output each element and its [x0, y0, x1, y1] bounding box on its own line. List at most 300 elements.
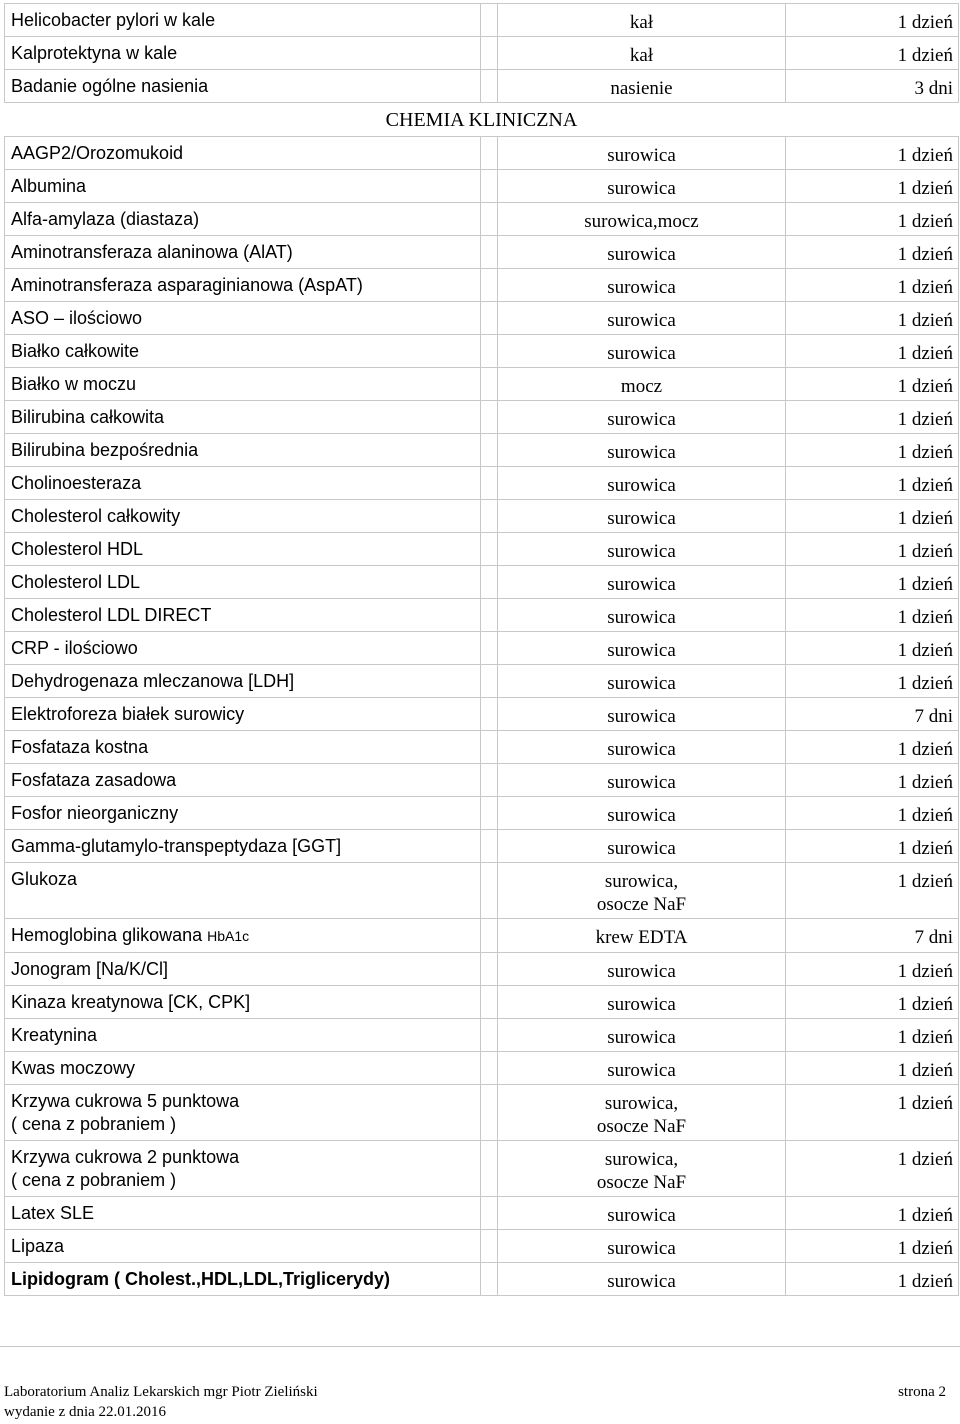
spacer-cell — [481, 37, 498, 70]
spacer-cell — [481, 434, 498, 467]
turnaround-cell — [786, 467, 959, 500]
turnaround-cell — [786, 830, 959, 863]
table-row — [5, 236, 959, 269]
table-row — [5, 368, 959, 401]
material-text: surowica — [607, 673, 676, 694]
material-text: surowica — [607, 607, 676, 628]
turnaround-time: 1 dzień — [897, 145, 953, 166]
test-name-text: Kinaza kreatynowa [CK, CPK] — [11, 992, 251, 1012]
test-name — [11, 505, 480, 528]
spacer-cell — [481, 731, 498, 764]
test-name-cell — [5, 401, 481, 434]
footer-edition-date: wydanie z dnia 22.01.2016 — [4, 1404, 167, 1420]
turnaround-time: 1 dzień — [897, 211, 953, 232]
spacer-cell — [481, 698, 498, 731]
turnaround-cell — [786, 203, 959, 236]
material-cell — [498, 797, 786, 830]
turnaround-cell — [786, 632, 959, 665]
table-row — [5, 70, 959, 103]
material-cell — [498, 830, 786, 863]
spacer-cell — [481, 1230, 498, 1263]
test-name-text: Bilirubina bezpośrednia — [11, 440, 199, 460]
turnaround-time: 1 dzień — [897, 475, 953, 496]
test-name-cell — [5, 236, 481, 269]
material-text: surowica — [607, 772, 676, 793]
material-text: krew EDTA — [595, 927, 688, 948]
spacer-cell — [481, 797, 498, 830]
turnaround-time: 1 dzień — [897, 1238, 953, 1259]
test-name — [11, 958, 480, 981]
turnaround-cell — [786, 137, 959, 170]
test-name-cell — [5, 797, 481, 830]
turnaround-cell — [786, 986, 959, 1019]
material-text: surowica — [607, 994, 676, 1015]
turnaround-time: 7 dni — [914, 927, 953, 948]
material-text: surowica — [607, 1238, 676, 1259]
spacer-cell — [481, 566, 498, 599]
test-name — [11, 868, 480, 891]
material-cell — [498, 533, 786, 566]
material-text: surowica — [607, 838, 676, 859]
turnaround-cell — [786, 731, 959, 764]
table-body-top — [5, 4, 959, 103]
material-cell — [498, 599, 786, 632]
material-cell — [498, 1052, 786, 1085]
material-text: surowica — [607, 145, 676, 166]
test-name — [11, 42, 480, 65]
test-name — [11, 439, 480, 462]
test-name-cell — [5, 764, 481, 797]
material-cell — [498, 269, 786, 302]
test-name-text: Lipaza — [11, 1236, 65, 1256]
test-name — [11, 1146, 480, 1169]
table-row — [5, 764, 959, 797]
material-text: surowica — [607, 178, 676, 199]
material-text: surowica — [607, 961, 676, 982]
test-name-text: Gamma-glutamylo-transpeptydaza [GGT] — [11, 836, 342, 856]
material-text: surowica, — [604, 1149, 679, 1170]
test-name-cell — [5, 1230, 481, 1263]
table-row — [5, 665, 959, 698]
turnaround-cell — [786, 863, 959, 919]
material-text: surowica — [607, 343, 676, 364]
price-list-table — [4, 3, 959, 1296]
test-name — [11, 75, 480, 98]
table-row — [5, 467, 959, 500]
material-text: surowica, — [604, 1093, 679, 1114]
spacer-cell — [481, 236, 498, 269]
test-name — [11, 604, 480, 627]
test-name-cell — [5, 1197, 481, 1230]
material-cell — [498, 401, 786, 434]
test-name-text: Cholesterol całkowity — [11, 506, 181, 526]
test-name — [11, 571, 480, 594]
test-name-text: Białko w moczu — [11, 374, 137, 394]
test-name-text: Białko całkowite — [11, 341, 140, 361]
table-row — [5, 953, 959, 986]
table-row — [5, 830, 959, 863]
test-name-cell — [5, 500, 481, 533]
test-name — [11, 307, 480, 330]
table-row — [5, 1197, 959, 1230]
material-cell — [498, 137, 786, 170]
test-name-cell — [5, 698, 481, 731]
table-row — [5, 1085, 959, 1141]
test-name-text: Krzywa cukrowa 5 punktowa — [11, 1091, 240, 1111]
table-row — [5, 37, 959, 70]
material-cell — [498, 566, 786, 599]
turnaround-time: 1 dzień — [897, 343, 953, 364]
table-row — [5, 1019, 959, 1052]
test-name-cell — [5, 632, 481, 665]
turnaround-time: 1 dzień — [897, 994, 953, 1015]
turnaround-time: 3 dni — [914, 78, 953, 99]
spacer-cell — [481, 863, 498, 919]
test-name — [11, 1057, 480, 1080]
test-name-text: Aminotransferaza alaninowa (AlAT) — [11, 242, 293, 262]
spacer-cell — [481, 269, 498, 302]
turnaround-cell — [786, 434, 959, 467]
table-row — [5, 170, 959, 203]
material-text-line2: osocze NaF — [596, 894, 687, 915]
turnaround-time: 1 dzień — [897, 277, 953, 298]
material-cell — [498, 4, 786, 37]
spacer-cell — [481, 467, 498, 500]
material-text: surowica — [607, 442, 676, 463]
material-text: surowica — [607, 1060, 676, 1081]
spacer-cell — [481, 665, 498, 698]
table-row — [5, 986, 959, 1019]
test-name-text: Cholinoesteraza — [11, 473, 142, 493]
turnaround-time: 1 dzień — [897, 178, 953, 199]
table-row — [5, 434, 959, 467]
test-name — [11, 1024, 480, 1047]
turnaround-cell — [786, 4, 959, 37]
turnaround-cell — [786, 1019, 959, 1052]
table-row — [5, 919, 959, 953]
material-cell — [498, 368, 786, 401]
test-name — [11, 703, 480, 726]
material-cell — [498, 467, 786, 500]
material-cell — [498, 1197, 786, 1230]
material-text-line2: osocze NaF — [596, 1172, 687, 1193]
test-name — [11, 736, 480, 759]
test-name-cell — [5, 731, 481, 764]
turnaround-cell — [786, 953, 959, 986]
table-body-main — [5, 137, 959, 1296]
spacer-cell — [481, 401, 498, 434]
test-name-cell — [5, 533, 481, 566]
test-name — [11, 142, 480, 165]
turnaround-time: 7 dni — [914, 706, 953, 727]
test-name-cell — [5, 467, 481, 500]
material-cell — [498, 731, 786, 764]
turnaround-time: 1 dzień — [897, 805, 953, 826]
spacer-cell — [481, 500, 498, 533]
table-row — [5, 302, 959, 335]
turnaround-cell — [786, 1197, 959, 1230]
test-name — [11, 538, 480, 561]
test-name-cell — [5, 986, 481, 1019]
spacer-cell — [481, 137, 498, 170]
test-name-text: CRP - ilościowo — [11, 638, 138, 658]
turnaround-cell — [786, 566, 959, 599]
test-name — [11, 406, 480, 429]
test-name-cell — [5, 830, 481, 863]
material-cell — [498, 37, 786, 70]
spacer-cell — [481, 1197, 498, 1230]
test-name-text: Badanie ogólne nasienia — [11, 76, 209, 96]
spacer-cell — [481, 1052, 498, 1085]
test-name — [11, 835, 480, 858]
test-name — [11, 670, 480, 693]
table-row — [5, 269, 959, 302]
turnaround-cell — [786, 37, 959, 70]
spacer-cell — [481, 170, 498, 203]
test-name — [11, 637, 480, 660]
section-header — [5, 103, 959, 137]
material-text: mocz — [620, 376, 663, 397]
turnaround-time: 1 dzień — [897, 310, 953, 331]
test-name-cell — [5, 953, 481, 986]
spacer-cell — [481, 70, 498, 103]
spacer-cell — [481, 919, 498, 953]
turnaround-cell — [786, 1230, 959, 1263]
test-name-text: Albumina — [11, 176, 87, 196]
test-name-cell — [5, 863, 481, 919]
material-text: surowica — [607, 574, 676, 595]
test-name — [11, 373, 480, 396]
test-name-text: Kwas moczowy — [11, 1058, 136, 1078]
turnaround-cell — [786, 1085, 959, 1141]
material-cell — [498, 863, 786, 919]
material-cell — [498, 1085, 786, 1141]
table-row — [5, 599, 959, 632]
test-name-text: Kreatynina — [11, 1025, 98, 1045]
turnaround-time: 1 dzień — [897, 838, 953, 859]
test-name-text: Lipidogram ( Cholest.,HDL,LDL,Triglicerydy) — [11, 1269, 391, 1289]
material-text: surowica — [607, 508, 676, 529]
test-name — [11, 769, 480, 792]
test-name-text: Fosfataza zasadowa — [11, 770, 177, 790]
material-text: surowica — [607, 541, 676, 562]
table-row — [5, 500, 959, 533]
test-name-cell — [5, 269, 481, 302]
material-text: surowica — [607, 310, 676, 331]
table-row — [5, 863, 959, 919]
spacer-cell — [481, 632, 498, 665]
footer-lab-name: Laboratorium Analiz Lekarskich mgr Piotr Zieliński — [4, 1384, 318, 1400]
turnaround-cell — [786, 764, 959, 797]
turnaround-cell — [786, 170, 959, 203]
test-name-note: ( cena z pobraniem ) — [11, 1170, 177, 1190]
turnaround-cell — [786, 665, 959, 698]
material-text: surowica — [607, 277, 676, 298]
turnaround-cell — [786, 500, 959, 533]
turnaround-time: 1 dzień — [897, 442, 953, 463]
page-footer — [0, 1346, 960, 1424]
table-row — [5, 137, 959, 170]
test-name — [11, 1235, 480, 1258]
material-text: kał — [629, 45, 654, 66]
material-text: surowica — [607, 640, 676, 661]
material-cell — [498, 986, 786, 1019]
spacer-cell — [481, 953, 498, 986]
test-name-text: Jonogram [Na/K/Cl] — [11, 959, 169, 979]
test-name-cell — [5, 599, 481, 632]
table-row — [5, 566, 959, 599]
material-text: surowica — [607, 409, 676, 430]
test-name-text: Fosfataza kostna — [11, 737, 149, 757]
turnaround-time: 1 dzień — [897, 409, 953, 430]
table-row — [5, 731, 959, 764]
test-name-text: AAGP2/Orozomukoid — [11, 143, 184, 163]
footer-page-number: strona 2 — [898, 1384, 946, 1400]
test-name-cell — [5, 4, 481, 37]
table-row — [5, 1263, 959, 1296]
section-title: CHEMIA KLINICZNA — [5, 103, 959, 137]
test-name — [11, 472, 480, 495]
test-name — [11, 924, 480, 948]
material-cell — [498, 500, 786, 533]
table-row — [5, 401, 959, 434]
test-name-cell — [5, 368, 481, 401]
material-cell — [498, 665, 786, 698]
turnaround-time: 1 dzień — [897, 541, 953, 562]
test-name-text: Cholesterol LDL DIRECT — [11, 605, 212, 625]
spacer-cell — [481, 599, 498, 632]
test-name-cell — [5, 665, 481, 698]
test-name-text: Helicobacter pylori w kale — [11, 10, 216, 30]
test-name-cell — [5, 203, 481, 236]
turnaround-cell — [786, 401, 959, 434]
spacer-cell — [481, 203, 498, 236]
test-name — [11, 175, 480, 198]
material-cell — [498, 698, 786, 731]
test-name-text: Bilirubina całkowita — [11, 407, 165, 427]
material-text: surowica — [607, 475, 676, 496]
turnaround-time: 1 dzień — [897, 1271, 953, 1292]
material-text: surowica — [607, 1027, 676, 1048]
material-cell — [498, 1263, 786, 1296]
spacer-cell — [481, 1085, 498, 1141]
turnaround-time: 1 dzień — [897, 508, 953, 529]
material-cell — [498, 632, 786, 665]
table-row — [5, 632, 959, 665]
table-row — [5, 1230, 959, 1263]
turnaround-cell — [786, 269, 959, 302]
turnaround-cell — [786, 698, 959, 731]
test-name-cell — [5, 1263, 481, 1296]
material-cell — [498, 236, 786, 269]
test-name-text: Kalprotektyna w kale — [11, 43, 178, 63]
turnaround-time: 1 dzień — [897, 1093, 953, 1114]
table-row — [5, 797, 959, 830]
turnaround-cell — [786, 368, 959, 401]
material-cell — [498, 170, 786, 203]
test-name-cell — [5, 302, 481, 335]
material-cell — [498, 70, 786, 103]
turnaround-cell — [786, 236, 959, 269]
test-name — [11, 9, 480, 32]
test-name-suffix: HbA1c — [207, 928, 250, 944]
material-text: surowica — [607, 244, 676, 265]
test-name-text: Aminotransferaza asparaginianowa (AspAT) — [11, 275, 363, 295]
material-text: surowica — [607, 805, 676, 826]
test-name-text: Elektroforeza białek surowicy — [11, 704, 245, 724]
material-cell — [498, 919, 786, 953]
test-name-cell — [5, 137, 481, 170]
turnaround-time: 1 dzień — [897, 640, 953, 661]
material-cell — [498, 764, 786, 797]
turnaround-time: 1 dzień — [897, 1027, 953, 1048]
test-name-text: Glukoza — [11, 869, 78, 889]
test-name — [11, 241, 480, 264]
material-text-line2: osocze NaF — [596, 1116, 687, 1137]
turnaround-time: 1 dzień — [897, 1060, 953, 1081]
test-name-cell — [5, 1141, 481, 1197]
material-text: nasienie — [610, 78, 673, 99]
turnaround-cell — [786, 533, 959, 566]
test-name — [11, 1202, 480, 1225]
table-row — [5, 533, 959, 566]
table-row — [5, 203, 959, 236]
turnaround-time: 1 dzień — [897, 607, 953, 628]
test-name-cell — [5, 1085, 481, 1141]
material-cell — [498, 302, 786, 335]
turnaround-time: 1 dzień — [897, 1149, 953, 1170]
test-name-text: ASO – ilościowo — [11, 308, 143, 328]
test-name-cell — [5, 70, 481, 103]
spacer-cell — [481, 4, 498, 37]
material-cell — [498, 953, 786, 986]
turnaround-time: 1 dzień — [897, 739, 953, 760]
test-name-note: ( cena z pobraniem ) — [11, 1114, 177, 1134]
spacer-cell — [481, 533, 498, 566]
material-text: surowica, — [604, 871, 679, 892]
material-text: surowica — [607, 739, 676, 760]
table-row — [5, 4, 959, 37]
test-name-text: Krzywa cukrowa 2 punktowa — [11, 1147, 240, 1167]
test-name-cell — [5, 37, 481, 70]
test-name — [11, 802, 480, 825]
test-name-text: Latex SLE — [11, 1203, 95, 1223]
turnaround-time: 1 dzień — [897, 673, 953, 694]
table-row — [5, 1052, 959, 1085]
test-name-cell — [5, 1019, 481, 1052]
turnaround-cell — [786, 919, 959, 953]
test-name-cell — [5, 919, 481, 953]
turnaround-cell — [786, 70, 959, 103]
spacer-cell — [481, 302, 498, 335]
test-name — [11, 1090, 480, 1113]
material-cell — [498, 1230, 786, 1263]
material-cell — [498, 434, 786, 467]
spacer-cell — [481, 335, 498, 368]
test-name-cell — [5, 335, 481, 368]
spacer-cell — [481, 1141, 498, 1197]
spacer-cell — [481, 1019, 498, 1052]
test-name — [11, 274, 480, 297]
turnaround-time: 1 dzień — [897, 244, 953, 265]
test-name-text: Cholesterol LDL — [11, 572, 141, 592]
material-cell — [498, 1019, 786, 1052]
test-name-text: Dehydrogenaza mleczanowa [LDH] — [11, 671, 295, 691]
test-name — [11, 340, 480, 363]
test-name-text: Hemoglobina glikowana — [11, 925, 208, 945]
turnaround-cell — [786, 1263, 959, 1296]
turnaround-time: 1 dzień — [897, 12, 953, 33]
